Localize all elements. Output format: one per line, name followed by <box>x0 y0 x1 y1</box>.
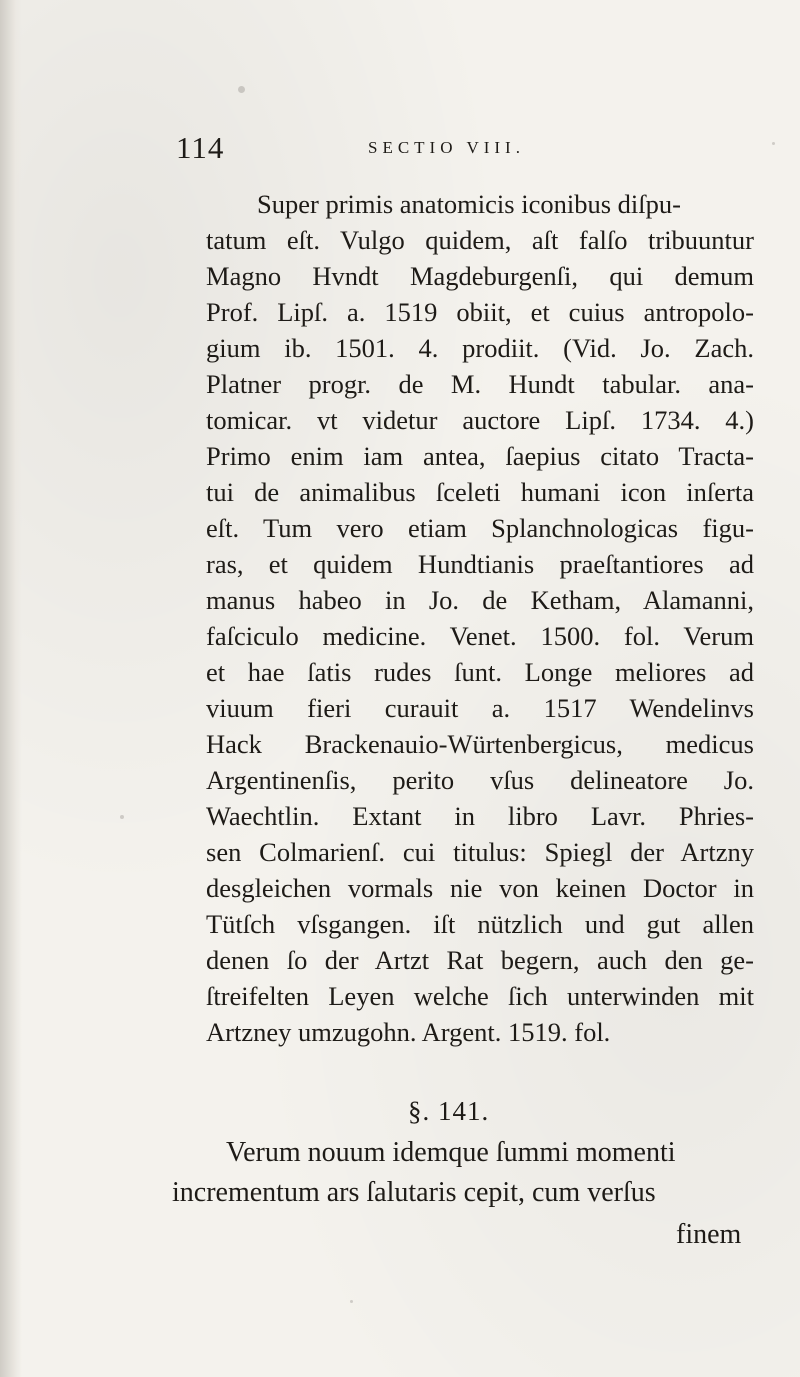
text-line: Waechtlin. Extant in libro Lavr. Phries- <box>206 801 754 831</box>
text-line: viuum fieri curauit a. 1517 Wendelinvs <box>206 693 754 723</box>
section-heading: §. 141. <box>408 1096 490 1126</box>
text-line: ſtreifelten Leyen welche ſich unterwinden mit <box>206 981 754 1011</box>
text-line: desgleichen vormals nie von keinen Doctor in <box>206 873 754 903</box>
text-line: Verum nouum idemque ſummi momenti <box>226 1137 676 1168</box>
paper-speck <box>120 815 124 819</box>
text-line: Primo enim iam antea, ſaepius citato Tracta- <box>206 441 754 471</box>
text-line: Artzney umzugohn. Argent. 1519. fol. <box>206 1017 611 1047</box>
text-line: Super primis anatomicis iconibus diſpu- <box>257 189 681 219</box>
paper-speck <box>238 86 245 93</box>
text-line: Platner progr. de M. Hundt tabular. ana- <box>206 369 754 399</box>
paper-speck <box>772 142 775 145</box>
catchword: finem <box>676 1219 742 1250</box>
text-line: sen Colmarienſ. cui titulus: Spiegl der Artzny <box>206 837 754 867</box>
text-line: faſciculo medicine. Venet. 1500. fol. Verum <box>206 621 754 651</box>
paper-speck <box>350 1300 353 1303</box>
running-head: SECTIO VIII. <box>368 138 525 157</box>
text-line: tui de animalibus ſceleti humani icon inſerta <box>206 477 754 507</box>
text-line: et hae ſatis rudes ſunt. Longe meliores ad <box>206 657 754 687</box>
page-header <box>176 128 596 168</box>
text-line: denen ſo der Artzt Rat begern, auch den ge- <box>206 945 754 975</box>
text-line: gium ib. 1501. 4. prodiit. (Vid. Jo. Zach. <box>206 333 754 363</box>
text-line: ras, et quidem Hundtianis praeſtantiores ad <box>206 549 754 579</box>
gutter-shadow <box>0 0 22 1377</box>
text-line: Magno Hvndt Magdeburgenſi, qui demum <box>206 261 754 291</box>
page-number: 114 <box>176 130 225 165</box>
text-line: tatum eſt. Vulgo quidem, aſt falſo tribuuntur <box>206 225 754 255</box>
text-line: manus habeo in Jo. de Ketham, Alamanni, <box>206 585 754 615</box>
text-line: Prof. Lipſ. a. 1519 obiit, et cuius antropolo- <box>206 297 754 327</box>
text-line: Argentinenſis, perito vſus delineatore Jo. <box>206 765 754 795</box>
text-line: incrementum ars ſalutaris cepit, cum verſus <box>172 1177 656 1208</box>
text-line: Hack Brackenauio-Würtenbergicus, medicus <box>206 729 754 759</box>
text-line: eſt. Tum vero etiam Splanchnologicas figu- <box>206 513 754 543</box>
text-line: tomicar. vt videtur auctore Lipſ. 1734. 4.) <box>206 405 754 435</box>
text-line: Tütſch vſsgangen. iſt nützlich und gut allen <box>206 909 754 939</box>
